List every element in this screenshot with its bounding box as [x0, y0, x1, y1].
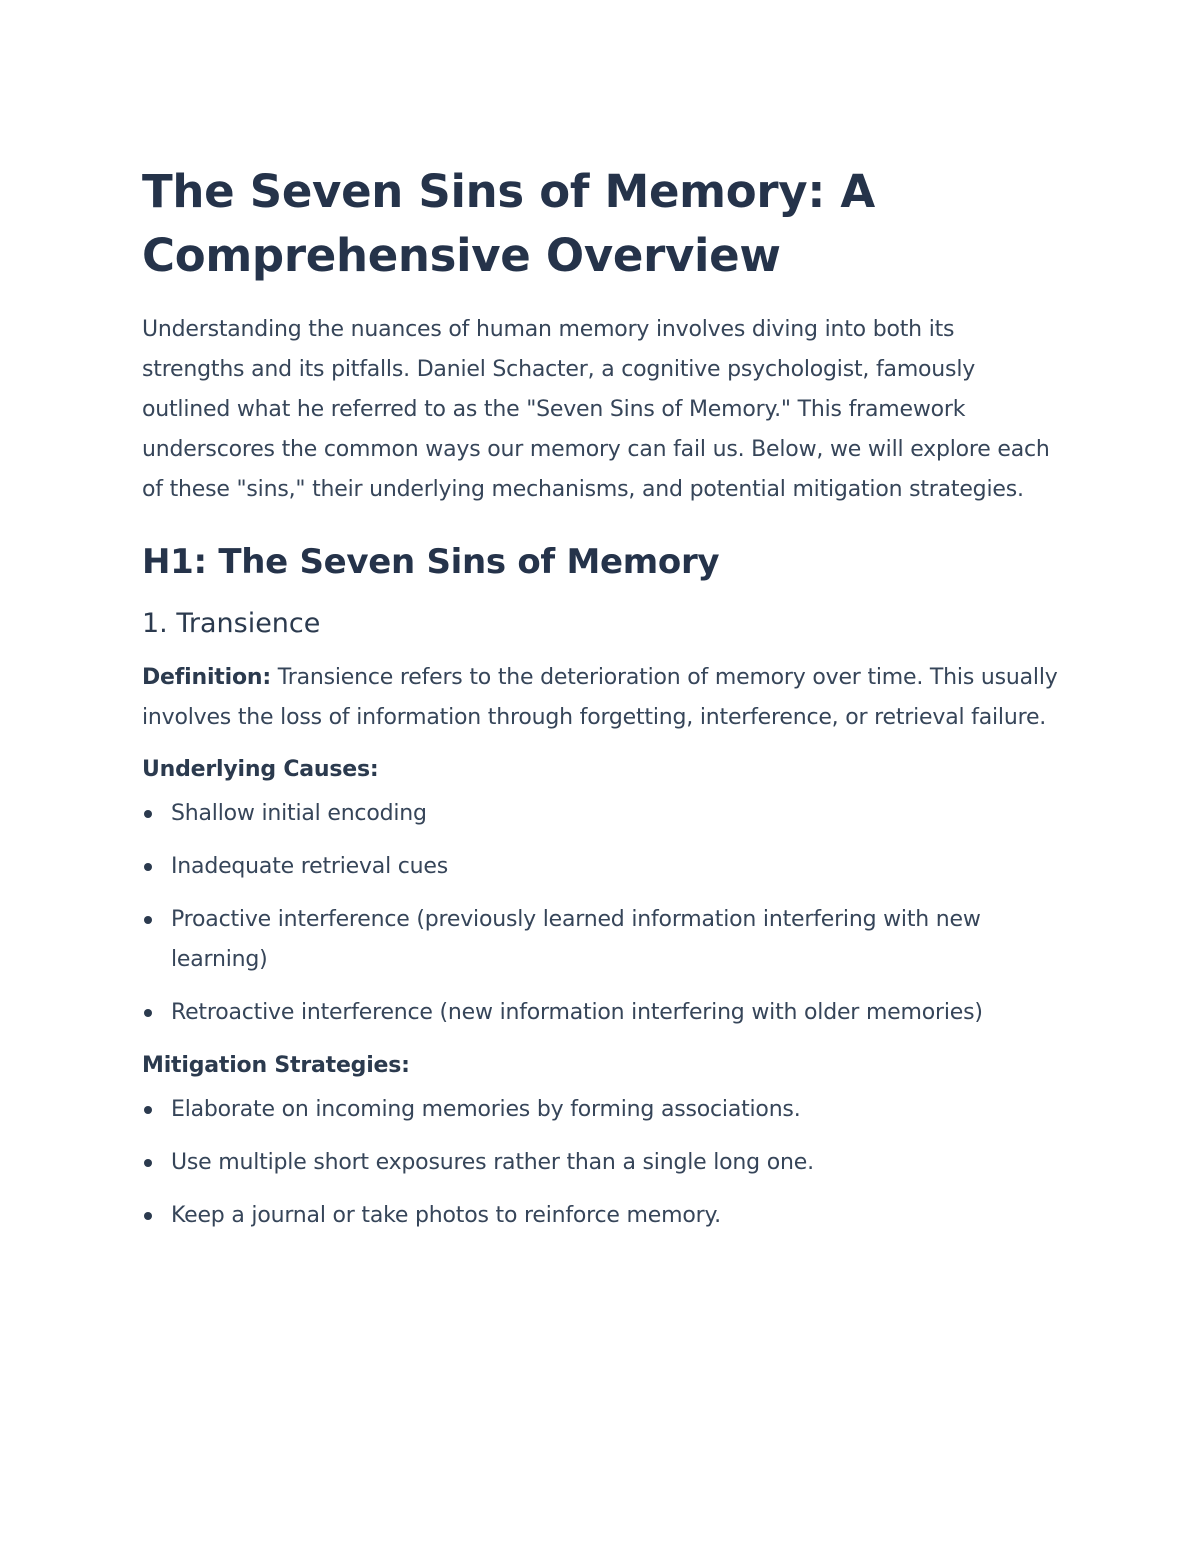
- list-item-text: Retroactive interference (new information interfering with older memories): [171, 1000, 983, 1025]
- bullet-icon: [144, 1009, 152, 1017]
- bullet-icon: [144, 1106, 152, 1114]
- list-item: [142, 794, 1062, 834]
- strategies-label: Mitigation Strategies:: [142, 1053, 410, 1078]
- document-page: [142, 160, 1062, 1249]
- section-heading: H1: The Seven Sins of Memory: [142, 542, 720, 582]
- intro-paragraph: Understanding the nuances of human memory involves diving into both its strengths and its pitfalls. Daniel Schacter, a cognitive psychologist, famously outlined what he referred to as the "Seven Sins of Memory." This framework underscores the common ways our memory can fail us. Below, we will explore each of these "sins," their underlying mechanisms, and potential mitigation strategies.: [142, 317, 1050, 502]
- list-item-text: Keep a journal or take photos to reinforce memory.: [171, 1203, 721, 1228]
- definition-paragraph: [142, 658, 1062, 738]
- definition-label: Definition:: [142, 665, 271, 690]
- list-item-text: Elaborate on incoming memories by forming associations.: [171, 1097, 801, 1122]
- subsection-heading: 1. Transience: [142, 608, 321, 639]
- strategies-list: [142, 1090, 1062, 1236]
- bullet-icon: [144, 916, 152, 924]
- bullet-icon: [144, 1159, 152, 1167]
- list-item-text: Use multiple short exposures rather than a single long one.: [171, 1150, 814, 1175]
- list-item: [142, 993, 1062, 1033]
- bullet-icon: [144, 863, 152, 871]
- list-item: [142, 847, 1062, 887]
- document-title: The Seven Sins of Memory: A Comprehensive Overview: [142, 165, 875, 282]
- bullet-icon: [144, 810, 152, 818]
- list-item: [142, 1196, 1062, 1236]
- bullet-icon: [144, 1212, 152, 1220]
- list-item-text: Proactive interference (previously learned information interfering with new learning): [171, 907, 981, 972]
- causes-label: Underlying Causes:: [142, 757, 379, 782]
- list-item-text: Inadequate retrieval cues: [171, 854, 449, 879]
- list-item: [142, 1143, 1062, 1183]
- definition-text: Transience refers to the deterioration of memory over time. This usually involves the loss of information through forgetting, interference, or retrieval failure.: [142, 665, 1058, 730]
- list-item: [142, 1090, 1062, 1130]
- causes-list: [142, 794, 1062, 1033]
- list-item-text: Shallow initial encoding: [171, 801, 427, 826]
- list-item: [142, 900, 1062, 980]
